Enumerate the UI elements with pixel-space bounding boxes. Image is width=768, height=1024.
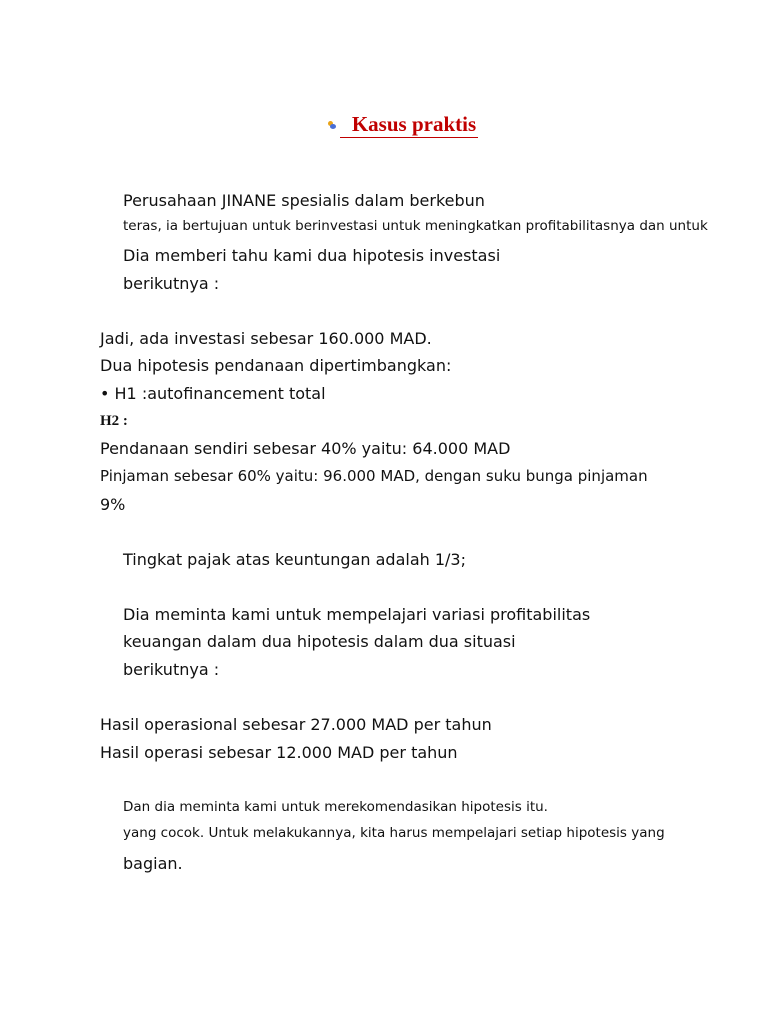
paragraph-line: yang cocok. Untuk melakukannya, kita harus mempelajari setiap hipotesis yang	[123, 825, 665, 841]
paragraph-line: Perusahaan JINANE spesialis dalam berkebun	[123, 191, 485, 210]
paragraph-line: Dan dia meminta kami untuk merekomendasikan hipotesis itu.	[123, 799, 548, 815]
paragraph-line: Dua hipotesis pendanaan dipertimbangkan:	[100, 356, 452, 375]
bullet-icon	[328, 121, 336, 129]
paragraph-line: berikutnya :	[123, 274, 220, 293]
paragraph-line: Dia meminta kami untuk mempelajari variasi profitabilitas	[123, 605, 591, 624]
paragraph-line: Jadi, ada investasi sebesar 160.000 MAD.	[100, 329, 432, 348]
paragraph-line: 9%	[100, 495, 126, 514]
paragraph-line: Dia memberi tahu kami dua hipotesis investasi	[123, 246, 501, 265]
paragraph-line: bagian.	[123, 854, 183, 873]
paragraph-line: keuangan dalam dua hipotesis dalam dua situasi	[123, 632, 516, 651]
page-title: Kasus praktis	[340, 112, 478, 138]
paragraph-line: Hasil operasional sebesar 27.000 MAD per tahun	[100, 715, 492, 734]
paragraph-line: teras, ia bertujuan untuk berinvestasi untuk meningkatkan profitabilitasnya dan untuk	[123, 218, 708, 234]
paragraph-line: Tingkat pajak atas keuntungan adalah 1/3;	[123, 550, 466, 569]
list-item: • H1 :autofinancement total	[100, 384, 326, 403]
paragraph-line: Hasil operasi sebesar 12.000 MAD per tahun	[100, 743, 458, 762]
section-label: H2 :	[100, 413, 128, 429]
title-wrapper	[328, 112, 478, 137]
paragraph-line: Pendanaan sendiri sebesar 40% yaitu: 64.000 MAD	[100, 439, 511, 458]
title-row	[0, 112, 768, 137]
paragraph-line: Pinjaman sebesar 60% yaitu: 96.000 MAD, dengan suku bunga pinjaman	[100, 467, 648, 485]
paragraph-line: berikutnya :	[123, 660, 220, 679]
